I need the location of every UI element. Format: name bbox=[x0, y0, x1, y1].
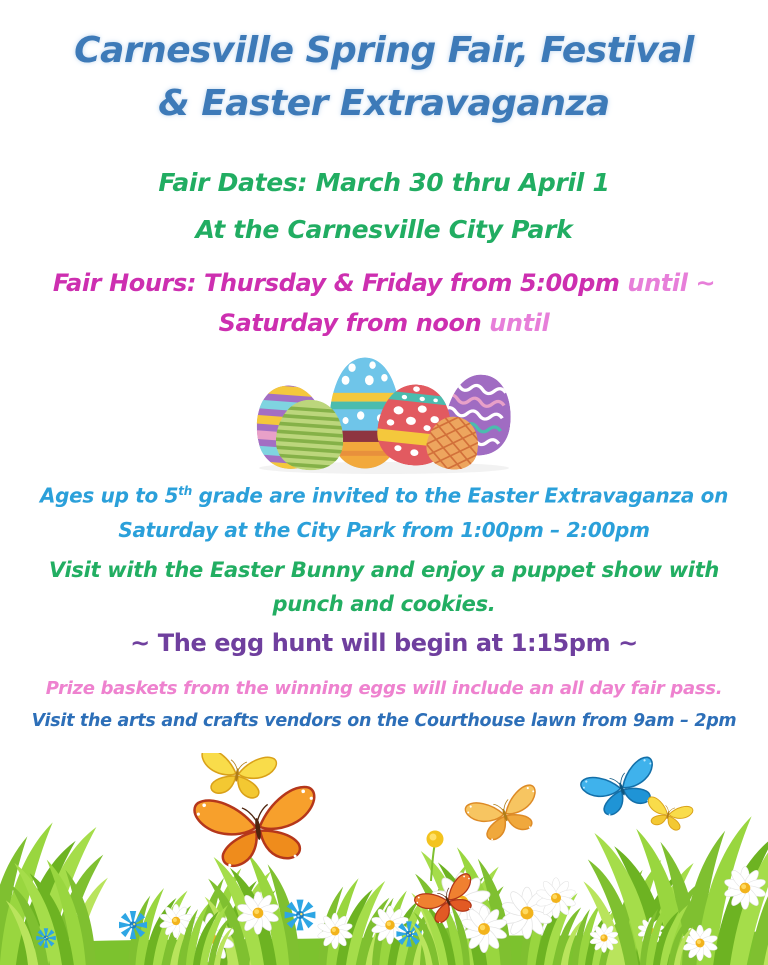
small-yellow-butterfly-icon bbox=[643, 796, 694, 833]
title-line-2: & Easter Extravaganza bbox=[158, 83, 610, 124]
orange-butterfly-icon bbox=[464, 784, 546, 846]
spring-meadow-illustration bbox=[0, 753, 768, 965]
spring-meadow-image bbox=[0, 753, 768, 965]
ages-invite-line bbox=[0, 474, 768, 547]
ages-ordinal: th bbox=[178, 484, 192, 498]
hours-line2-main: Saturday from noon bbox=[218, 309, 490, 337]
blue-butterfly-icon bbox=[579, 756, 664, 822]
ages-pre: Ages up to 5 bbox=[39, 483, 179, 508]
fair-hours-line bbox=[0, 263, 768, 343]
ages-post: grade are invited to the Easter Extravaganza on bbox=[191, 483, 729, 508]
hours-line2-until: until bbox=[489, 309, 550, 337]
bunny-line2: punch and cookies. bbox=[272, 592, 496, 616]
easter-eggs-image bbox=[234, 355, 534, 475]
easter-eggs-illustration bbox=[234, 355, 534, 475]
bunny-line bbox=[0, 553, 768, 621]
monarch-butterfly-icon bbox=[193, 786, 322, 871]
hours-line1-main: Fair Hours: Thursday & Friday from 5:00pm bbox=[52, 269, 628, 297]
location-line: At the Carnesville City Park bbox=[195, 215, 573, 244]
flyer-title bbox=[0, 24, 768, 130]
yellow-butterfly-icon bbox=[197, 753, 277, 801]
egg-hunt-line: ~ The egg hunt will begin at 1:15pm ~ bbox=[130, 629, 638, 657]
hours-line1-until: until ~ bbox=[627, 269, 716, 297]
title-line-1: Carnesville Spring Fair, Festival bbox=[74, 30, 694, 71]
fair-dates-line: Fair Dates: March 30 thru April 1 bbox=[158, 168, 610, 197]
ages-line2: Saturday at the City Park from 1:00pm – 2:00pm bbox=[118, 517, 650, 542]
prize-line: Prize baskets from the winning eggs will include an all day fair pass. bbox=[45, 678, 723, 699]
vendors-line: Visit the arts and crafts vendors on the Courthouse lawn from 9am – 2pm bbox=[31, 711, 737, 731]
bunny-line1: Visit with the Easter Bunny and enjoy a puppet show with bbox=[48, 558, 720, 582]
